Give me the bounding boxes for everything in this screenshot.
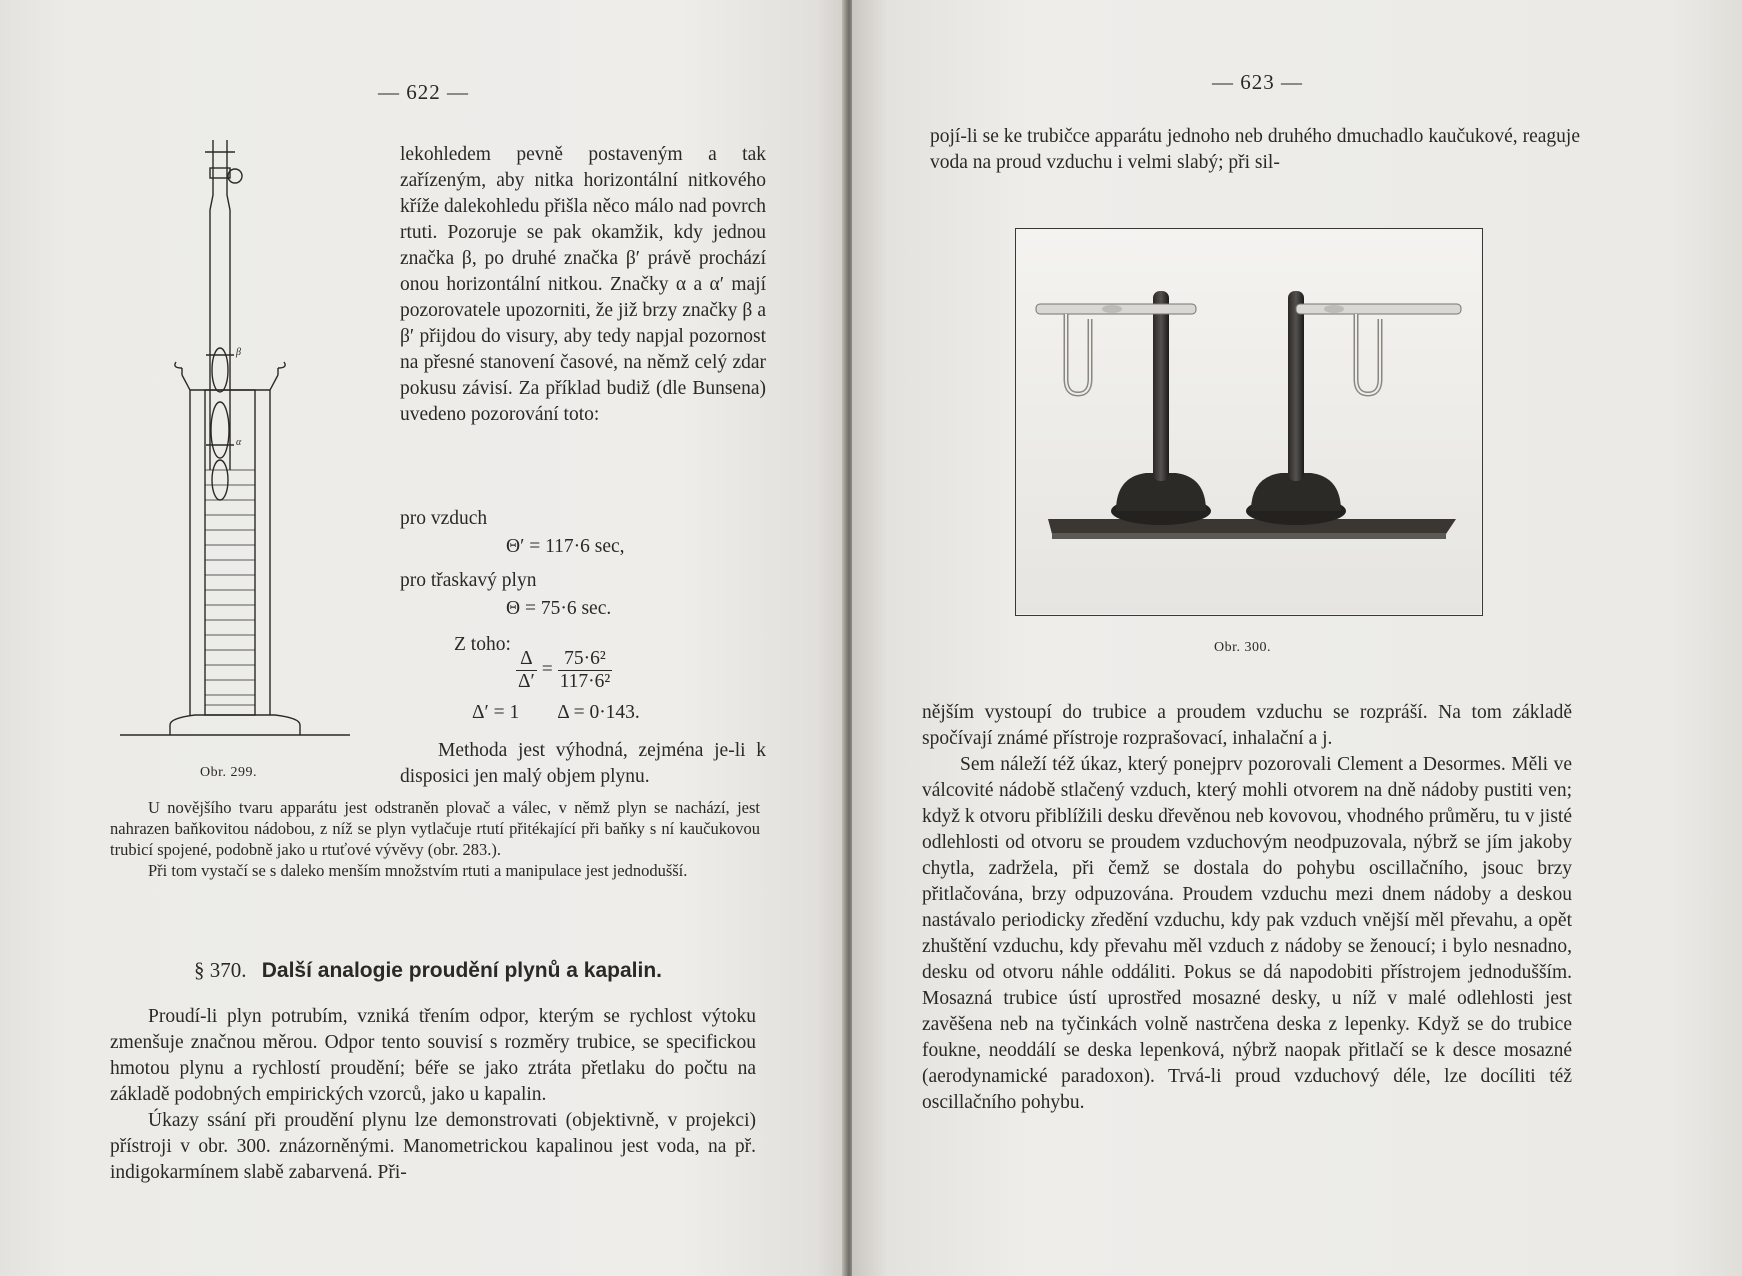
- figure-300-photograph: [1015, 228, 1483, 616]
- method-paragraph: Methoda jest výhodná, zejména je-li k disposici jen malý objem plynu.: [400, 740, 766, 787]
- section-heading: [194, 958, 662, 983]
- figure-299-apparatus-drawing: [110, 140, 360, 740]
- figure-299-caption: Obr. 299.: [200, 765, 257, 780]
- section-paragraph-1: Proudí-li plyn potrubím, vzniká třením odpor, kterým se rychlost výtoku zmenšuje značnou měrou. Odpor tento souvisí s rozměry trubice, se specifickou hmotou plynu a rychlostí proudění; béře se jako ztráta přetlaku do počtu na základě podobných empirických vzorců, jako u kapalin.: [110, 1006, 756, 1105]
- ratio-right-denominator: 117·6²: [559, 671, 611, 692]
- ratio-left-denominator: Δ′: [518, 671, 535, 692]
- right-paragraph-2: Sem náleží též úkaz, který ponejprv pozorovali Clement a Desormes. Měli ve válcovité nádobě stlačený vzduch, který mohli otvorem na dně nádoby pustiti ven; když k otvoru přiblížili desku dřevěnou neb kovovou, vhodného průměru, tu v jisté odlehlosti od otvoru se proudem vzduchovým neodpuzovala, nýbrž se jím jakoby chytla, zadržela, při čemž se dostala do pohybu oscillačního, jsouc brzy přitlačována, brzy odpuzována. Proudem vzduchu mezi dnem nádoby a deskou nastávalo periodicky zředění vzduchu, kdy pak vzduch vnější měl převahu, a opět zhuštění vzduchu, kdy převahu měl vzduch z nádoby se ženoucí; i bylo nesnadno, desku od otvoru náhle oddáliti. Pokus se dá napodobiti přístrojem jednodušším. Mosazná trubice ústí uprostřed mosazné desky, u níž v malé odlehlosti jest zavěšena neb na tyčinkách volně nastrčena deska z lepenky. Když se do trubice foukne, neoddálí se deska lepenková, nýbrž naopak přitlačí se k desce mosazné (aerodynamické paradoxon). Trvá-li proud vzduchový déle, lze docíliti též oscillačního pohybu.: [922, 754, 1572, 1113]
- column-paragraph-text: lekohledem pevně postaveným a tak zařízeným, aby nitka horizontální nitkového kříže dalekohledu přišla něco málo nad povrch rtuti. Pozoruje se pak okamžik, kdy jednou značka β, po druhé značka β′ právě prochází onou horizontální nitkou. Značky α a α′ mají pozorovatele upozorniti, že již brzy značky β a β′ přijdou do visury, aby tedy napjal pozornost na přesné stanovení časové, na němž celý zdar pokusu závisí. Za příklad budiž (dle Bunsena) uvedeno pozorování toto:: [400, 144, 766, 425]
- section-paragraph-2: Úkazy ssání při proudění plynu lze demonstrovati (objektivně, v projekci) přístroji v obr. 300. znázorněnými. Manometrickou kapalinou jest voda, na př. indigokarmínem slabě zabarvená. Při-: [110, 1110, 756, 1183]
- page-number: — 623 —: [1212, 70, 1303, 94]
- ratio-right-numerator: 75·6²: [558, 648, 613, 671]
- page-number: — 622 —: [378, 80, 469, 104]
- figure-300-caption: Obr. 300.: [1214, 640, 1271, 655]
- equation-result: Δ′ = 1 Δ = 0·143.: [472, 702, 640, 723]
- right-paragraph-1: nějším vystoupí do trubice a proudem vzduchu se rozpráší. Na tom základě spočívají známé přístroje rozprašovací, inhalační a j.: [922, 702, 1572, 749]
- gas-label: pro třaskavý plyn: [400, 570, 537, 591]
- top-paragraph: pojí-li se ke trubičce apparátu jednoho neb druhého dmuchadlo kaučukové, reaguje voda na proud vzduchu i velmi slabý; při sil-: [930, 126, 1580, 173]
- air-label: pro vzduch: [400, 508, 488, 529]
- right-body: [922, 700, 1572, 1116]
- svg-text:α: α: [236, 437, 242, 448]
- ratio-right-fraction: [558, 648, 613, 693]
- from-label: Z toho:: [454, 634, 511, 655]
- figure-300-apparatus-illustration: [1016, 229, 1481, 614]
- equation-gas-time: Θ = 75·6 sec.: [506, 598, 612, 619]
- page-622: [0, 0, 850, 1276]
- small-print-paragraph-1: U novějšího tvaru apparátu jest odstraněn plovač a válec, v němž plyn se nachází, jest nahrazen baňkovitou nádobou, z níž se plyn vytlačuje rtutí přitékající při baňky s ní kaučukovou trubicí spojené, podobně jako u rtuťové vývěvy (obr. 283.).: [110, 798, 760, 859]
- ratio-equation: [516, 648, 612, 693]
- page-623: [852, 0, 1742, 1276]
- column-paragraph: [400, 142, 766, 428]
- section-number: § 370.: [194, 958, 247, 982]
- section-title: Další analogie proudění plynů a kapalin.: [261, 959, 663, 982]
- svg-text:β: β: [236, 347, 241, 358]
- ratio-left-fraction: [516, 648, 537, 693]
- equation-air-time: Θ′ = 117·6 sec,: [506, 536, 625, 557]
- ratio-left-numerator: Δ: [516, 648, 537, 671]
- small-print-paragraph-2: Při tom vystačí se s daleko menším množstvím rtuti a manipulace jest jednodušší.: [148, 861, 688, 880]
- ratio-equals: =: [541, 658, 553, 680]
- section-body: [110, 1004, 756, 1186]
- small-print-block: [110, 797, 760, 881]
